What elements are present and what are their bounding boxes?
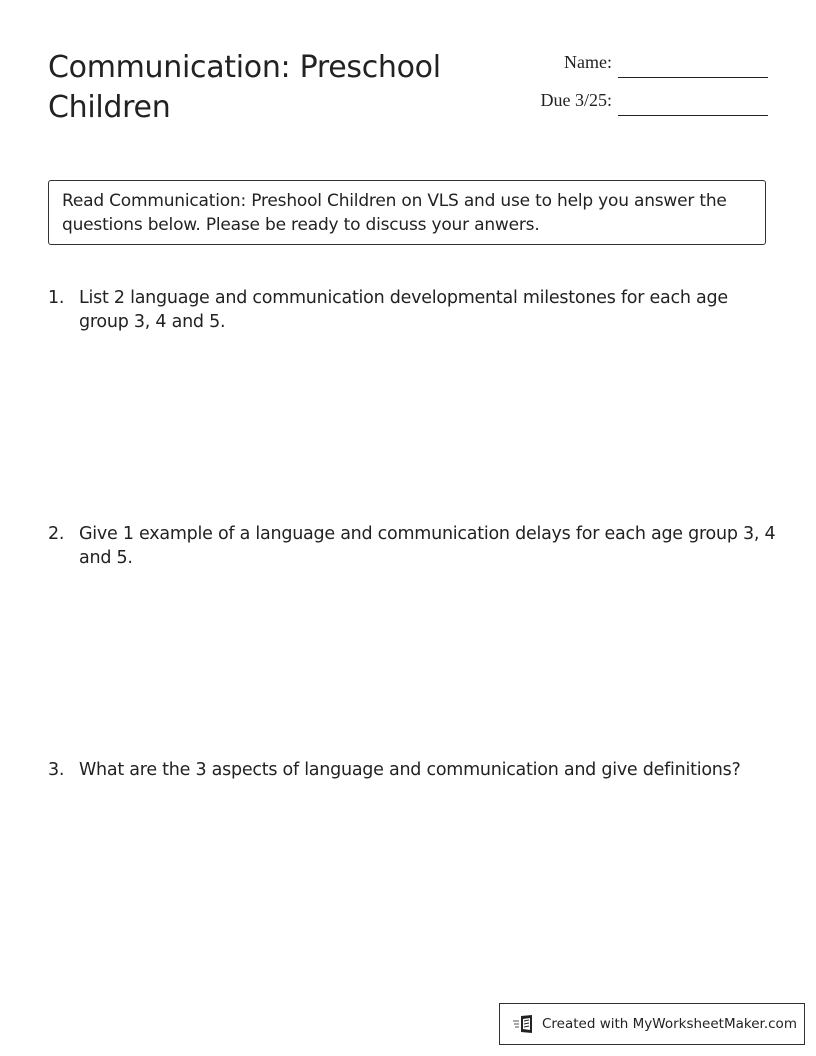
due-date-field: [500, 90, 612, 114]
question-text: What are the 3 aspects of language and communication and give definitions?: [79, 760, 741, 780]
question-text: Give 1 example of a language and communication delays for each age group 3, 4 and 5.: [79, 524, 776, 568]
instructions-box: Read Communication: Preshool Children on VLS and use to help you answer the questions below. Please be ready to discuss your anwers.: [48, 180, 766, 245]
name-label: Name:: [564, 52, 612, 72]
question-1: [48, 286, 778, 334]
footer-credit[interactable]: [499, 1003, 805, 1045]
name-blank-line[interactable]: [618, 76, 768, 78]
due-date-label: Due 3/25:: [540, 90, 612, 110]
page-title: Communication: Preschool Children: [48, 50, 441, 125]
due-date-blank-line[interactable]: [618, 114, 768, 116]
question-number: 2.: [48, 524, 65, 544]
footer-text: Created with MyWorksheetMaker.com: [542, 1016, 797, 1032]
question-3: [48, 758, 778, 782]
question-number: 1.: [48, 288, 65, 308]
question-2: [48, 522, 778, 570]
question-number: 3.: [48, 760, 65, 780]
worksheet-logo-icon: [512, 1013, 536, 1035]
name-field: [520, 52, 612, 76]
question-text: List 2 language and communication developmental milestones for each age group 3, 4 and 5.: [79, 288, 728, 332]
